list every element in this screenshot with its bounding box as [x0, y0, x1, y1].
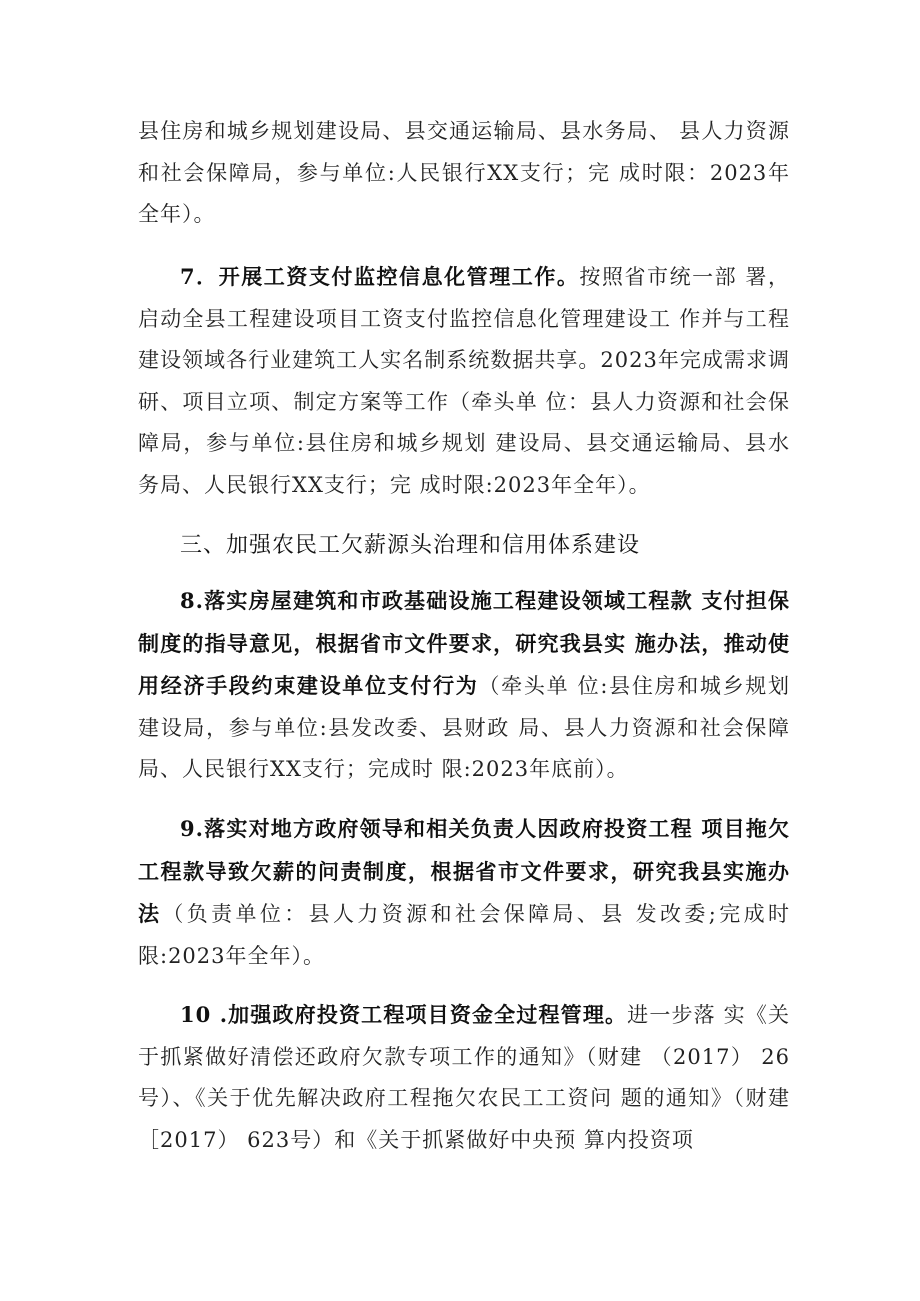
paragraph-item-9	[138, 808, 790, 977]
paragraph-lead: 9.落实对地方政府领导和相关负责人因政府投资工程 项目拖欠工程款导致欠薪的问责制度，根据省市文件要求，研究我县实施办法	[138, 816, 790, 926]
paragraph-text: （牵头单 位:县住房和城乡规划建设局，参与单位:县发改委、县财政 局、县人力资源和社会保障局、人民银行XX支行；完成时 限:2023年底前）。	[138, 674, 791, 781]
paragraph-lead: 10 .加强政府投资工程项目资金全过程管理。	[180, 1002, 628, 1027]
paragraph-continued	[138, 111, 790, 236]
paragraph-item-8	[138, 580, 790, 791]
paragraph-item-10	[138, 994, 790, 1161]
paragraph-text: 按照省市统一部 署，启动全县工程建设项目工资支付监控信息化管理建设工 作并与工程建设领域各行业建筑工人实名制系统数据共享。2023年完成需求调研、项目立项、制定方案等工作（牵头单 位：县人力资源和社会保障局，参与单位:县住房和城乡规划 建设局、县交通运输局、县水务局、人民银行XX支行；完 成时限:2023年全年）。	[138, 265, 790, 497]
paragraph-lead: 7．开展工资支付监控信息化管理工作。	[180, 264, 580, 289]
paragraph-text: 进一步落 实《关于抓紧做好清偿还政府欠款专项工作的通知》（财建 （2017） 26号）、《关于优先解决政府工程拖欠农民工工资问 题的通知》（财建［2017） 623号）和《关于抓紧做好中央预 算内投资项	[138, 1003, 790, 1152]
paragraph-lead: 8.落实房屋建筑和市政基础设施工程建设领域工程款 支付担保制度的指导意见，根据省市文件要求，研究我县实 施办法，推动使用经济手段约束建设单位支付行为	[138, 588, 790, 698]
paragraph-item-7	[138, 256, 790, 506]
paragraph-text: （负责单位：县人力资源和社会保障局、县 发改委;完成时限:2023年全年）。	[138, 902, 791, 968]
paragraph-text: 县住房和城乡规划建设局、县交通运输局、县水务局、 县人力资源和社会保障局，参与单位:人民银行XX支行；完 成时限：2023年全年）。	[138, 119, 790, 226]
section-heading: 三、加强农民工欠薪源头治理和信用体系建设	[180, 533, 641, 558]
